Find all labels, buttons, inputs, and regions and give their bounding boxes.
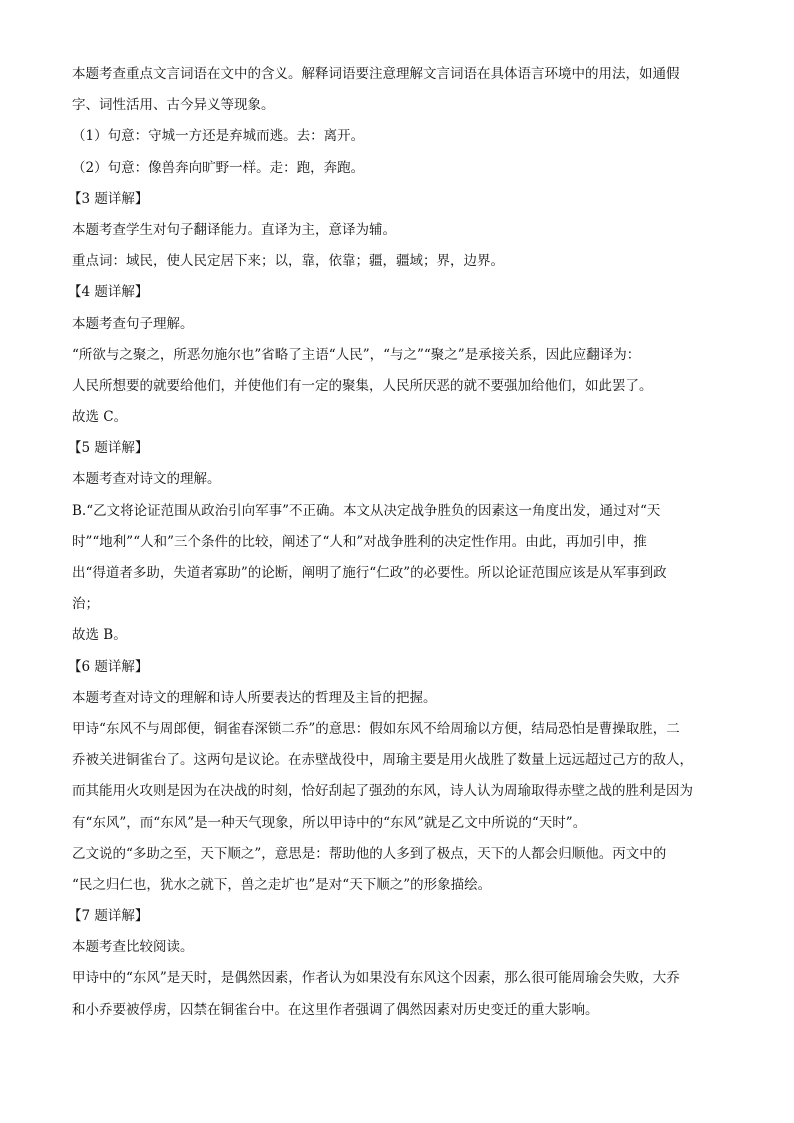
paragraph-line: 本题考查对诗文的理解和诗人所要表达的哲理及主旨的把握。 [72,689,437,706]
paragraph-line: 乙文说的“多助之至，天下顺之”，意思是：帮助他的人多到了极点，天下的人都会归顺他。丙文中的 [72,845,667,862]
paragraph-line: 本题考查对诗文的理解。 [72,471,221,488]
section-heading-7: 【7 题详解】 [68,908,149,925]
section-heading-5: 【5 题详解】 [68,440,149,457]
paragraph-line: 字、词性活用、古今异义等现象。 [72,97,275,114]
paragraph-line: 重点词：域民，使人民定居下来；以，靠，依靠；疆，疆域；界，边界。 [72,253,504,270]
paragraph-line: 故选 B。 [72,627,127,644]
paragraph-line: （1）句意：守城一方还是弃城而逃。去：离开。 [72,128,365,145]
paragraph-line: （2）句意：像兽奔向旷野一样。走：跑，奔跑。 [72,159,365,176]
section-heading-4: 【4 题详解】 [68,284,149,301]
paragraph-line: 本题考查句子理解。 [72,315,194,332]
paragraph-line: 而其能用火攻则是因为在决战的时刻，恰好刮起了强劲的东风，诗人认为周瑜取得赤壁之战的胜利是因为 [72,783,693,800]
paragraph-line: “民之归仁也，犹水之就下，兽之走圹也”是对“天下顺之”的形象描绘。 [72,876,492,893]
section-heading-3: 【3 题详解】 [68,190,149,207]
paragraph-line: “所欲与之聚之，所恶勿施尔也”省略了主语“人民”，“与之”“聚之”是承接关系，因此应翻译为： [72,346,641,363]
paragraph-line: 乔被关进铜雀台了。这两句是议论。在赤壁战役中，周瑜主要是用火战胜了数量上远远超过己方的敌人， [72,752,693,769]
paragraph-line: 故选 C。 [72,409,128,426]
section-heading-6: 【6 题详解】 [68,658,149,675]
paragraph-line: 人民所想要的就要给他们，并使他们有一定的聚集，人民所厌恶的就不要强加给他们，如此罢了。 [72,377,653,394]
paragraph-line: 治； [72,596,99,613]
paragraph-line: 甲诗“东风不与周郎便，铜雀春深锁二乔”的意思：假如东风不给周瑜以方便，结局恐怕是曹操取胜，二 [72,720,680,737]
paragraph-line: 甲诗中的“东风”是天时，是偶然因素，作者认为如果没有东风这个因素，那么很可能周瑜会失败，大乔 [72,970,680,987]
document-page [68,64,720,1031]
paragraph-line: 本题考查比较阅读。 [72,939,194,956]
paragraph-line: 出“得道者多助，失道者寡助”的论断，阐明了施行“仁政”的必要性。所以论证范围应该是从军事到政 [72,565,667,581]
paragraph-line: 本题考查重点文言词语在文中的含义。解释词语要注意理解文言词语在具体语言环境中的用法，如通假 [72,66,680,82]
paragraph-line: B.“乙文将论证范围从政治引向军事”不正确。本文从决定战争胜负的因素这一角度出发，通过对“天 [72,502,661,519]
paragraph-line: 时”“地利”“人和”三个条件的比较，阐述了“人和”对战争胜利的决定性作用。由此，再加引申，推 [72,533,647,550]
paragraph-line: 和小乔要被俘虏，囚禁在铜雀台中。在这里作者强调了偶然因素对历史变迁的重大影响。 [72,1001,599,1018]
paragraph-line: 有“东风”，而“东风”是一种天气现象，所以甲诗中的“东风”就是乙文中所说的“天时”。 [72,814,587,831]
paragraph-line: 本题考查学生对句子翻译能力。直译为主，意译为辅。 [72,221,396,238]
